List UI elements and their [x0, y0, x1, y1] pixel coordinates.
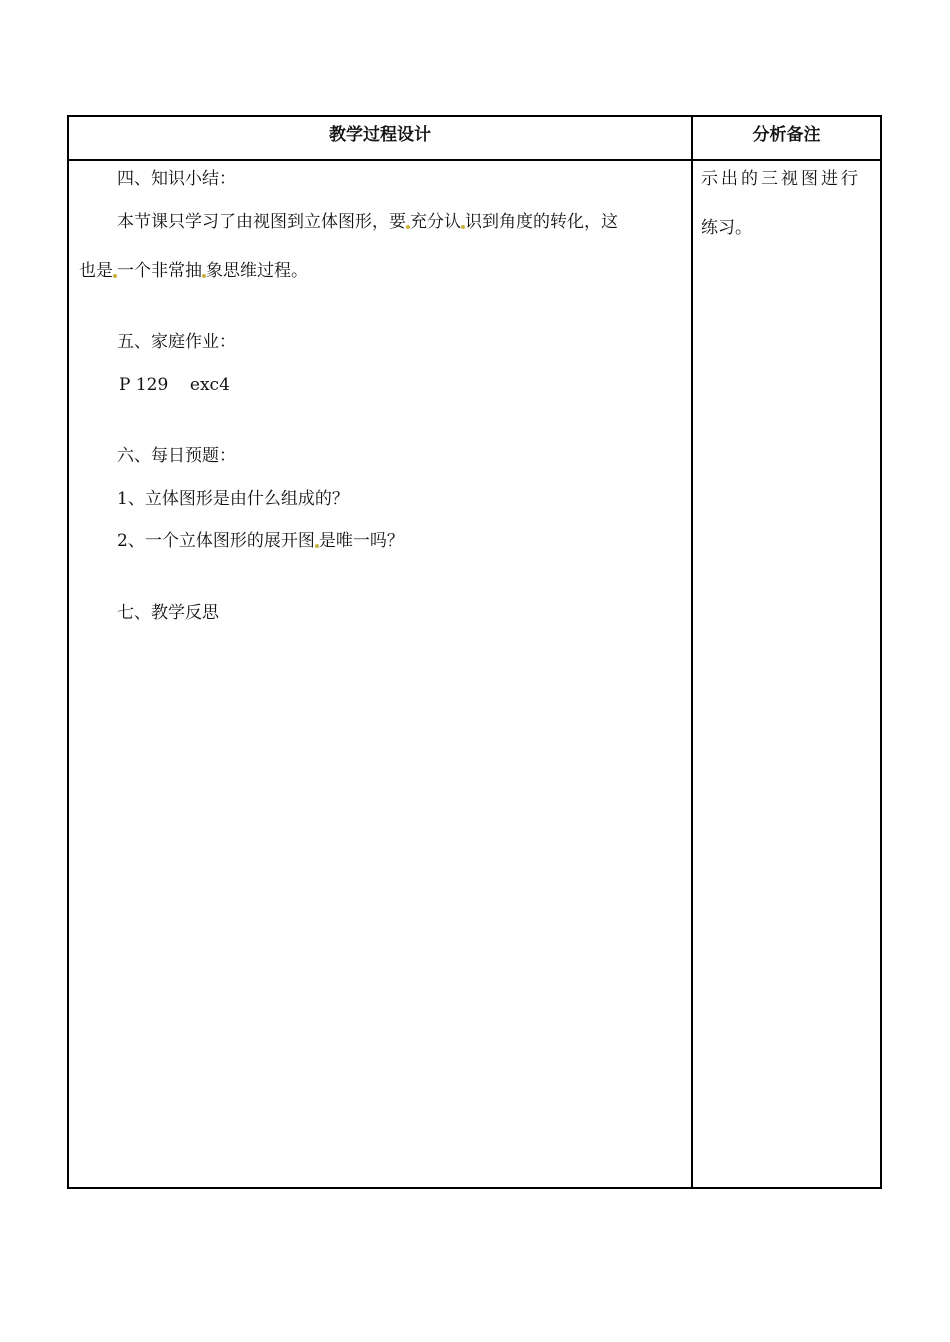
summary-line-2-part-a: 也是 [79, 261, 113, 281]
summary-line-2-part-c: 象思维过程。 [206, 261, 308, 281]
summary-line-2 [79, 259, 308, 283]
summary-line-1-part-c: 识到角度的转化，这 [465, 212, 618, 232]
reflection-heading: 七、教学反思 [117, 603, 219, 623]
header-analysis-notes: 分析备注 [752, 125, 821, 145]
preview-question-2-part-a: 2、一个立体图形的展开图 [117, 531, 315, 551]
preview-question-2 [117, 529, 404, 553]
homework-text: P 129 exc4 [119, 375, 230, 395]
summary-line-1-part-b: 充分认 [410, 212, 461, 232]
notes-line-2: 练习。 [701, 218, 752, 238]
summary-line-1 [117, 210, 618, 234]
header-divider [69, 159, 880, 161]
summary-line-2-part-b: 一个非常抽 [117, 261, 202, 281]
preview-question-1: 1、立体图形是由什么组成的？ [117, 489, 349, 509]
preview-question-2-part-b: 是唯一吗？ [318, 531, 404, 551]
lesson-table [67, 115, 882, 1189]
header-teaching-process: 教学过程设计 [329, 125, 431, 145]
notes-line-1: 示出的三视图进行 [701, 169, 861, 189]
column-divider [691, 117, 693, 1187]
summary-heading: 四、知识小结： [117, 169, 236, 189]
summary-line-1-part-a: 本节课只学习了由视图到立体图形，要 [117, 212, 406, 232]
homework-heading: 五、家庭作业： [117, 332, 236, 352]
preview-heading: 六、每日预题： [117, 446, 236, 466]
